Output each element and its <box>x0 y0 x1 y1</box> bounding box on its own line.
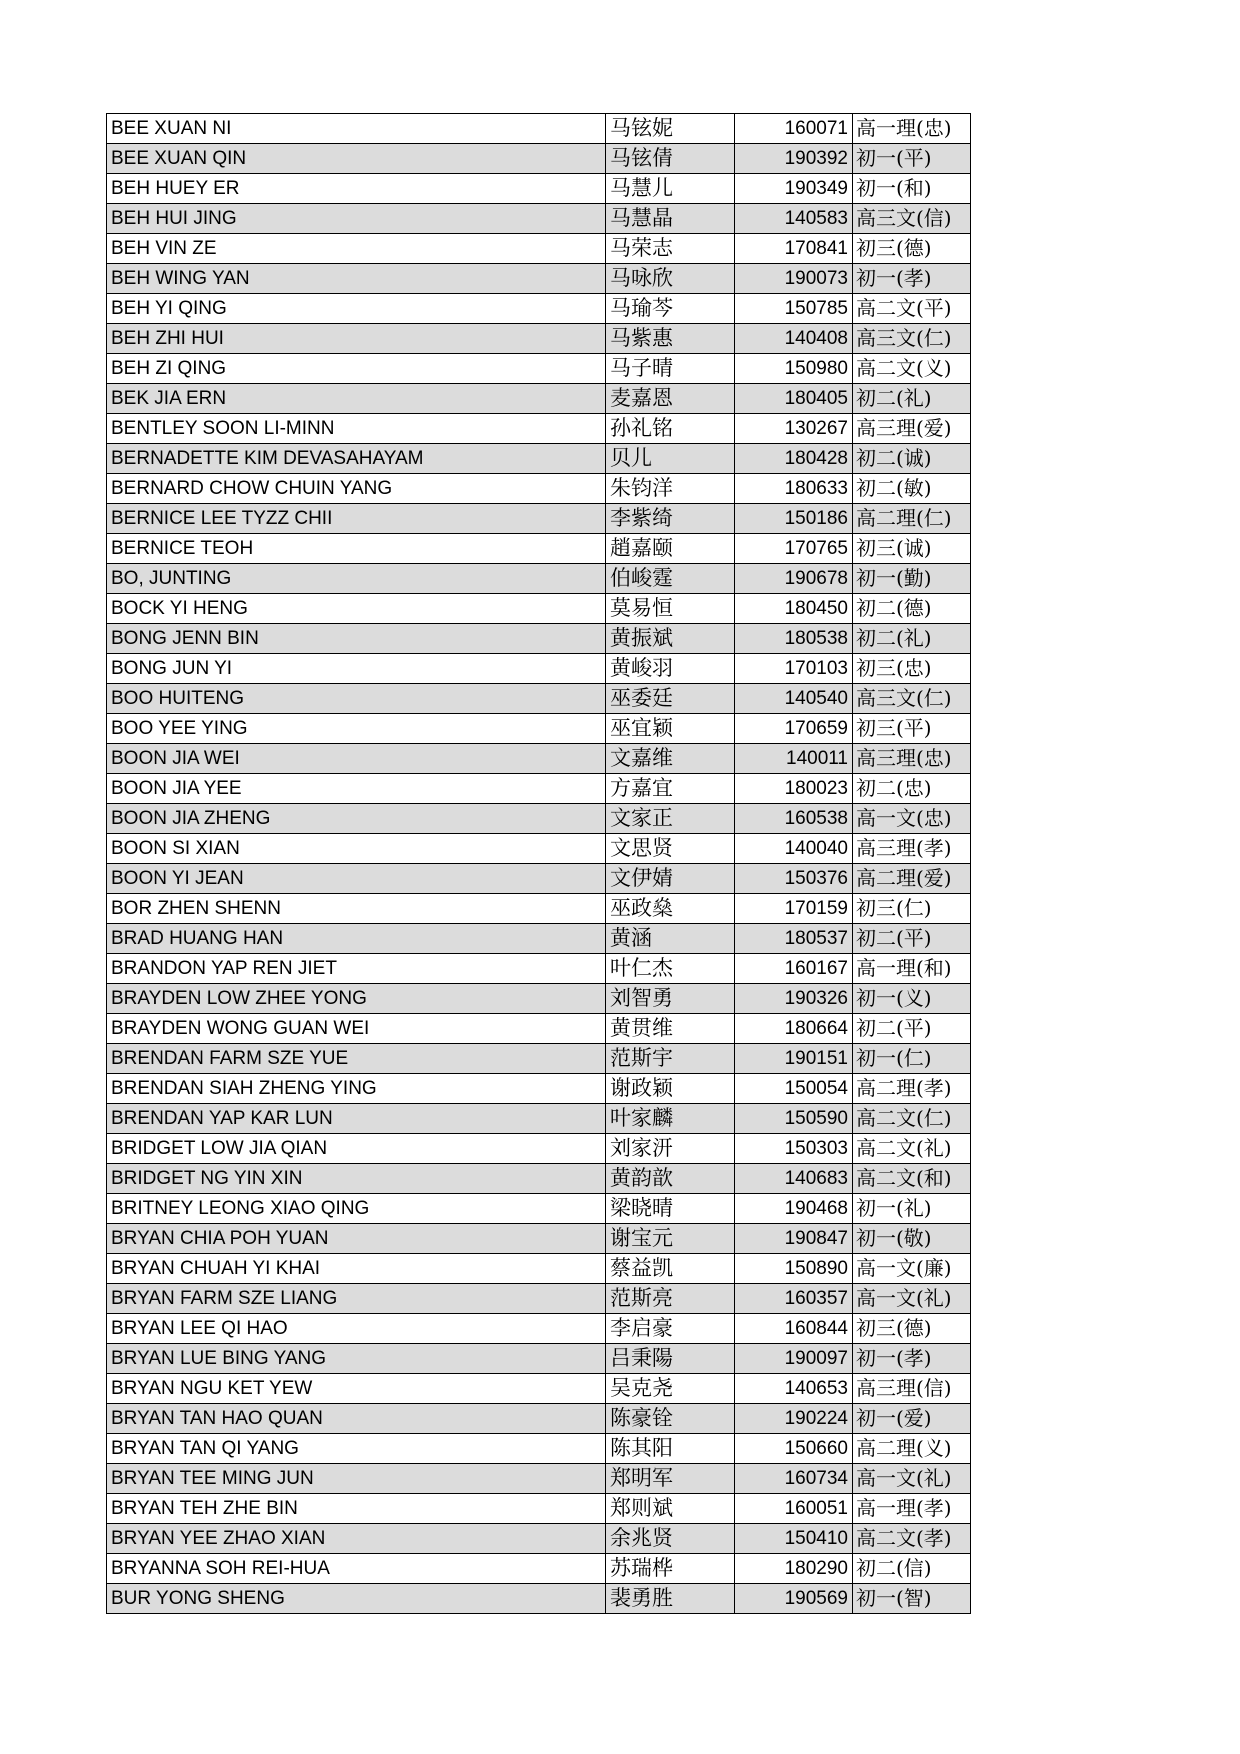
student-id-cell: 190224 <box>735 1404 853 1434</box>
chinese-name-cell: 朱钧洋 <box>606 474 735 504</box>
student-id-cell: 180538 <box>735 624 853 654</box>
student-name-cell: BRAYDEN WONG GUAN WEI <box>107 1014 606 1044</box>
table-row <box>107 1224 971 1254</box>
class-cell: 高二文(孝) <box>853 1524 971 1554</box>
student-id-cell: 190151 <box>735 1044 853 1074</box>
student-id-cell: 150410 <box>735 1524 853 1554</box>
student-name-cell: BRYAN CHIA POH YUAN <box>107 1224 606 1254</box>
student-name-cell: BRYAN TEE MING JUN <box>107 1464 606 1494</box>
student-id-cell: 150590 <box>735 1104 853 1134</box>
class-cell: 初一(平) <box>853 144 971 174</box>
table-row <box>107 174 971 204</box>
student-name-cell: BRYAN TEH ZHE BIN <box>107 1494 606 1524</box>
student-name-cell: BOCK YI HENG <box>107 594 606 624</box>
table-row <box>107 474 971 504</box>
chinese-name-cell: 黄振斌 <box>606 624 735 654</box>
chinese-name-cell: 文思贤 <box>606 834 735 864</box>
table-row <box>107 594 971 624</box>
table-row <box>107 684 971 714</box>
class-cell: 初二(平) <box>853 924 971 954</box>
class-cell: 初二(敏) <box>853 474 971 504</box>
class-cell: 高三文(仁) <box>853 684 971 714</box>
class-cell: 高二文(平) <box>853 294 971 324</box>
class-cell: 初一(礼) <box>853 1194 971 1224</box>
student-id-cell: 150054 <box>735 1074 853 1104</box>
student-name-cell: BRYAN YEE ZHAO XIAN <box>107 1524 606 1554</box>
table-row <box>107 1434 971 1464</box>
chinese-name-cell: 陈其阳 <box>606 1434 735 1464</box>
student-id-cell: 160734 <box>735 1464 853 1494</box>
table-row <box>107 1524 971 1554</box>
class-cell: 高二理(仁) <box>853 504 971 534</box>
student-name-cell: BERNICE TEOH <box>107 534 606 564</box>
class-cell: 初三(德) <box>853 1314 971 1344</box>
student-name-cell: BRYAN CHUAH YI KHAI <box>107 1254 606 1284</box>
student-id-cell: 160071 <box>735 114 853 144</box>
table-row <box>107 444 971 474</box>
class-cell: 初二(礼) <box>853 384 971 414</box>
class-cell: 高二理(义) <box>853 1434 971 1464</box>
student-name-cell: BRENDAN SIAH ZHENG YING <box>107 1074 606 1104</box>
student-name-cell: BRITNEY LEONG XIAO QING <box>107 1194 606 1224</box>
chinese-name-cell: 马子晴 <box>606 354 735 384</box>
student-name-cell: BRAYDEN LOW ZHEE YONG <box>107 984 606 1014</box>
class-cell: 初三(德) <box>853 234 971 264</box>
table-row <box>107 1164 971 1194</box>
chinese-name-cell: 伯峻霆 <box>606 564 735 594</box>
chinese-name-cell: 余兆贤 <box>606 1524 735 1554</box>
table-row <box>107 954 971 984</box>
student-id-cell: 180023 <box>735 774 853 804</box>
chinese-name-cell: 黄峻羽 <box>606 654 735 684</box>
student-id-cell: 160167 <box>735 954 853 984</box>
chinese-name-cell: 吕秉陽 <box>606 1344 735 1374</box>
student-id-cell: 180405 <box>735 384 853 414</box>
student-id-cell: 140408 <box>735 324 853 354</box>
student-id-cell: 170659 <box>735 714 853 744</box>
class-cell: 初二(平) <box>853 1014 971 1044</box>
chinese-name-cell: 刘家汧 <box>606 1134 735 1164</box>
student-id-cell: 170159 <box>735 894 853 924</box>
student-name-cell: BOON SI XIAN <box>107 834 606 864</box>
student-name-cell: BEE XUAN QIN <box>107 144 606 174</box>
student-id-cell: 160051 <box>735 1494 853 1524</box>
table-row <box>107 1464 971 1494</box>
student-name-cell: BRYAN TAN QI YANG <box>107 1434 606 1464</box>
table-row <box>107 204 971 234</box>
class-cell: 初一(仁) <box>853 1044 971 1074</box>
student-name-cell: BRYAN TAN HAO QUAN <box>107 1404 606 1434</box>
student-name-cell: BOON JIA ZHENG <box>107 804 606 834</box>
table-row <box>107 1584 971 1614</box>
class-cell: 高三理(信) <box>853 1374 971 1404</box>
chinese-name-cell: 苏瑞桦 <box>606 1554 735 1584</box>
student-id-cell: 190392 <box>735 144 853 174</box>
student-table-body <box>107 114 971 1614</box>
table-row <box>107 534 971 564</box>
table-row <box>107 144 971 174</box>
chinese-name-cell: 黄贯维 <box>606 1014 735 1044</box>
table-row <box>107 1404 971 1434</box>
student-name-cell: BRANDON YAP REN JIET <box>107 954 606 984</box>
student-id-cell: 180428 <box>735 444 853 474</box>
student-name-cell: BONG JUN YI <box>107 654 606 684</box>
student-id-cell: 150660 <box>735 1434 853 1464</box>
class-cell: 高二文(礼) <box>853 1134 971 1164</box>
table-row <box>107 1044 971 1074</box>
table-row <box>107 1494 971 1524</box>
class-cell: 高一文(忠) <box>853 804 971 834</box>
student-name-cell: BRIDGET NG YIN XIN <box>107 1164 606 1194</box>
student-name-cell: BOR ZHEN SHENN <box>107 894 606 924</box>
student-name-cell: BENTLEY SOON LI-MINN <box>107 414 606 444</box>
student-id-cell: 150376 <box>735 864 853 894</box>
class-cell: 初二(德) <box>853 594 971 624</box>
table-row <box>107 1074 971 1104</box>
class-cell: 高二理(孝) <box>853 1074 971 1104</box>
class-cell: 初三(忠) <box>853 654 971 684</box>
student-name-cell: BEH WING YAN <box>107 264 606 294</box>
student-id-cell: 180290 <box>735 1554 853 1584</box>
table-row <box>107 744 971 774</box>
class-cell: 高二文(仁) <box>853 1104 971 1134</box>
chinese-name-cell: 李紫绮 <box>606 504 735 534</box>
student-id-cell: 160357 <box>735 1284 853 1314</box>
student-id-cell: 190678 <box>735 564 853 594</box>
student-id-cell: 150785 <box>735 294 853 324</box>
table-row <box>107 1254 971 1284</box>
student-id-cell: 190349 <box>735 174 853 204</box>
class-cell: 初一(孝) <box>853 1344 971 1374</box>
chinese-name-cell: 马慧晶 <box>606 204 735 234</box>
table-row <box>107 654 971 684</box>
class-cell: 初一(勤) <box>853 564 971 594</box>
chinese-name-cell: 郑则斌 <box>606 1494 735 1524</box>
class-cell: 高一文(廉) <box>853 1254 971 1284</box>
student-name-cell: BRIDGET LOW JIA QIAN <box>107 1134 606 1164</box>
student-table <box>106 113 971 1614</box>
table-row <box>107 1284 971 1314</box>
student-name-cell: BRENDAN FARM SZE YUE <box>107 1044 606 1074</box>
class-cell: 初三(仁) <box>853 894 971 924</box>
class-cell: 高一文(礼) <box>853 1464 971 1494</box>
class-cell: 高二文(和) <box>853 1164 971 1194</box>
student-name-cell: BERNICE LEE TYZZ CHII <box>107 504 606 534</box>
chinese-name-cell: 马荣志 <box>606 234 735 264</box>
class-cell: 高三理(孝) <box>853 834 971 864</box>
student-id-cell: 160844 <box>735 1314 853 1344</box>
class-cell: 初二(忠) <box>853 774 971 804</box>
class-cell: 初二(礼) <box>853 624 971 654</box>
chinese-name-cell: 巫宜颖 <box>606 714 735 744</box>
chinese-name-cell: 方嘉宜 <box>606 774 735 804</box>
table-row <box>107 294 971 324</box>
student-name-cell: BRYANNA SOH REI-HUA <box>107 1554 606 1584</box>
table-row <box>107 1554 971 1584</box>
student-id-cell: 150303 <box>735 1134 853 1164</box>
chinese-name-cell: 郑明军 <box>606 1464 735 1494</box>
table-row <box>107 864 971 894</box>
class-cell: 高二文(义) <box>853 354 971 384</box>
chinese-name-cell: 贝儿 <box>606 444 735 474</box>
student-id-cell: 150186 <box>735 504 853 534</box>
table-row <box>107 1134 971 1164</box>
table-row <box>107 1194 971 1224</box>
student-id-cell: 150890 <box>735 1254 853 1284</box>
student-name-cell: BRAD HUANG HAN <box>107 924 606 954</box>
student-id-cell: 170765 <box>735 534 853 564</box>
class-cell: 高一理(和) <box>853 954 971 984</box>
student-id-cell: 140683 <box>735 1164 853 1194</box>
table-row <box>107 354 971 384</box>
class-cell: 高三文(信) <box>853 204 971 234</box>
chinese-name-cell: 马慧儿 <box>606 174 735 204</box>
student-id-cell: 160538 <box>735 804 853 834</box>
chinese-name-cell: 巫委廷 <box>606 684 735 714</box>
class-cell: 初一(爱) <box>853 1404 971 1434</box>
student-name-cell: BEH HUEY ER <box>107 174 606 204</box>
class-cell: 初三(平) <box>853 714 971 744</box>
student-name-cell: BRYAN FARM SZE LIANG <box>107 1284 606 1314</box>
student-id-cell: 190468 <box>735 1194 853 1224</box>
class-cell: 初一(和) <box>853 174 971 204</box>
student-name-cell: BEK JIA ERN <box>107 384 606 414</box>
class-cell: 初二(诚) <box>853 444 971 474</box>
student-name-cell: BUR YONG SHENG <box>107 1584 606 1614</box>
student-id-cell: 140653 <box>735 1374 853 1404</box>
class-cell: 初一(敬) <box>853 1224 971 1254</box>
student-name-cell: BEH ZI QING <box>107 354 606 384</box>
student-name-cell: BOON JIA WEI <box>107 744 606 774</box>
chinese-name-cell: 趙嘉颐 <box>606 534 735 564</box>
student-name-cell: BOO YEE YING <box>107 714 606 744</box>
chinese-name-cell: 范斯亮 <box>606 1284 735 1314</box>
class-cell: 初一(智) <box>853 1584 971 1614</box>
student-id-cell: 140011 <box>735 744 853 774</box>
student-id-cell: 190326 <box>735 984 853 1014</box>
chinese-name-cell: 谢宝元 <box>606 1224 735 1254</box>
student-id-cell: 190073 <box>735 264 853 294</box>
chinese-name-cell: 李启豪 <box>606 1314 735 1344</box>
student-name-cell: BRYAN LUE BING YANG <box>107 1344 606 1374</box>
class-cell: 初二(信) <box>853 1554 971 1584</box>
student-name-cell: BRENDAN YAP KAR LUN <box>107 1104 606 1134</box>
chinese-name-cell: 黄涵 <box>606 924 735 954</box>
student-id-cell: 180537 <box>735 924 853 954</box>
class-cell: 高三理(忠) <box>853 744 971 774</box>
chinese-name-cell: 陈豪铨 <box>606 1404 735 1434</box>
student-name-cell: BRYAN NGU KET YEW <box>107 1374 606 1404</box>
student-name-cell: BEE XUAN NI <box>107 114 606 144</box>
student-id-cell: 190847 <box>735 1224 853 1254</box>
student-id-cell: 140583 <box>735 204 853 234</box>
chinese-name-cell: 马铉倩 <box>606 144 735 174</box>
chinese-name-cell: 黄韵歆 <box>606 1164 735 1194</box>
student-name-cell: BEH VIN ZE <box>107 234 606 264</box>
chinese-name-cell: 梁晓晴 <box>606 1194 735 1224</box>
student-id-cell: 130267 <box>735 414 853 444</box>
class-cell: 高三文(仁) <box>853 324 971 354</box>
class-cell: 高一文(礼) <box>853 1284 971 1314</box>
student-name-cell: BO, JUNTING <box>107 564 606 594</box>
table-row <box>107 1014 971 1044</box>
student-id-cell: 190097 <box>735 1344 853 1374</box>
table-row <box>107 564 971 594</box>
student-id-cell: 140540 <box>735 684 853 714</box>
student-name-cell: BOON YI JEAN <box>107 864 606 894</box>
class-cell: 高三理(爱) <box>853 414 971 444</box>
table-row <box>107 264 971 294</box>
chinese-name-cell: 叶仁杰 <box>606 954 735 984</box>
student-id-cell: 170841 <box>735 234 853 264</box>
table-row <box>107 894 971 924</box>
chinese-name-cell: 文嘉维 <box>606 744 735 774</box>
chinese-name-cell: 叶家麟 <box>606 1104 735 1134</box>
table-row <box>107 1344 971 1374</box>
class-cell: 初三(诚) <box>853 534 971 564</box>
class-cell: 初一(孝) <box>853 264 971 294</box>
student-id-cell: 180450 <box>735 594 853 624</box>
student-name-cell: BOO HUITENG <box>107 684 606 714</box>
table-row <box>107 714 971 744</box>
student-id-cell: 140040 <box>735 834 853 864</box>
student-name-cell: BEH YI QING <box>107 294 606 324</box>
chinese-name-cell: 马咏欣 <box>606 264 735 294</box>
student-id-cell: 170103 <box>735 654 853 684</box>
chinese-name-cell: 马瑜芩 <box>606 294 735 324</box>
student-id-cell: 180664 <box>735 1014 853 1044</box>
student-name-cell: BRYAN LEE QI HAO <box>107 1314 606 1344</box>
table-row <box>107 804 971 834</box>
class-cell: 高一理(忠) <box>853 114 971 144</box>
chinese-name-cell: 吴克尧 <box>606 1374 735 1404</box>
chinese-name-cell: 马紫惠 <box>606 324 735 354</box>
chinese-name-cell: 范斯宇 <box>606 1044 735 1074</box>
chinese-name-cell: 麦嘉恩 <box>606 384 735 414</box>
chinese-name-cell: 蔡益凯 <box>606 1254 735 1284</box>
chinese-name-cell: 孙礼铭 <box>606 414 735 444</box>
student-name-cell: BEH HUI JING <box>107 204 606 234</box>
class-cell: 高一理(孝) <box>853 1494 971 1524</box>
chinese-name-cell: 马铉妮 <box>606 114 735 144</box>
student-id-cell: 180633 <box>735 474 853 504</box>
table-row <box>107 504 971 534</box>
table-row <box>107 624 971 654</box>
chinese-name-cell: 谢政颖 <box>606 1074 735 1104</box>
chinese-name-cell: 刘智勇 <box>606 984 735 1014</box>
chinese-name-cell: 裴勇胜 <box>606 1584 735 1614</box>
table-row <box>107 1314 971 1344</box>
table-row <box>107 384 971 414</box>
table-row <box>107 1374 971 1404</box>
student-name-cell: BERNADETTE KIM DEVASAHAYAM <box>107 444 606 474</box>
table-row <box>107 1104 971 1134</box>
chinese-name-cell: 文家正 <box>606 804 735 834</box>
student-id-cell: 190569 <box>735 1584 853 1614</box>
student-name-cell: BONG JENN BIN <box>107 624 606 654</box>
chinese-name-cell: 文伊婧 <box>606 864 735 894</box>
class-cell: 高二理(爱) <box>853 864 971 894</box>
student-name-cell: BEH ZHI HUI <box>107 324 606 354</box>
table-row <box>107 984 971 1014</box>
chinese-name-cell: 莫易恒 <box>606 594 735 624</box>
table-row <box>107 834 971 864</box>
student-id-cell: 150980 <box>735 354 853 384</box>
table-row <box>107 324 971 354</box>
student-name-cell: BOON JIA YEE <box>107 774 606 804</box>
table-row <box>107 774 971 804</box>
table-row <box>107 924 971 954</box>
table-row <box>107 114 971 144</box>
table-row <box>107 414 971 444</box>
table-row <box>107 234 971 264</box>
chinese-name-cell: 巫政燊 <box>606 894 735 924</box>
class-cell: 初一(义) <box>853 984 971 1014</box>
student-name-cell: BERNARD CHOW CHUIN YANG <box>107 474 606 504</box>
